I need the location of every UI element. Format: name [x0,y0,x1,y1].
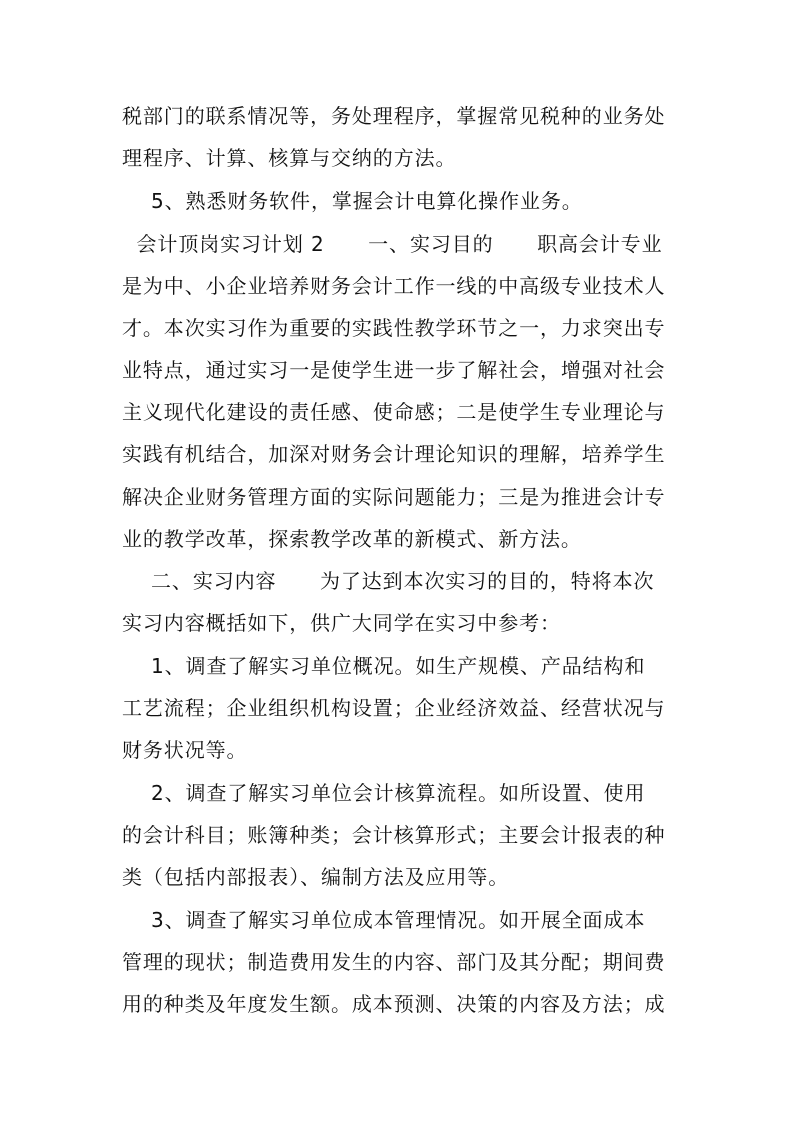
text-line-6: 才。本次实习作为重要的实践性教学环节之一，力求突出专 [122,316,666,340]
text-line-7: 业特点，通过实习一是使学生进一步了解社会，增强对社会 [122,358,666,382]
text-line-12: 二、实习内容 为了达到本次实习的目的，特将本次 [122,569,655,593]
text-line-16: 财务状况等。 [122,738,248,762]
text-line-15: 工艺流程；企业组织机构设置；企业经济效益、经营状况与 [122,696,666,720]
text-line-14: 1、调查了解实习单位概况。如生产规模、产品结构和 [122,654,646,678]
text-line-3: 5、熟悉财务软件，掌握会计电算化操作业务。 [122,189,583,213]
text-line-20: 3、调查了解实习单位成本管理情况。如开展全面成本 [122,908,646,932]
text-line-4: 会计顶岗实习计划 2 一、实习目的 职高会计专业 [122,232,663,256]
text-line-9: 实践有机结合，加深对财务会计理论知识的理解，培养学生 [122,442,666,466]
text-line-18: 的会计科目；账簿种类；会计核算形式；主要会计报表的种 [122,823,666,847]
text-line-5: 是为中、小企业培养财务会计工作一线的中高级专业技术人 [122,274,666,298]
text-line-22: 用的种类及年度发生额。成本预测、决策的内容及方法；成 [122,992,666,1016]
text-line-1: 税部门的联系情况等，务处理程序，掌握常见税种的业务处 [122,104,666,128]
text-line-10: 解决企业财务管理方面的实际问题能力；三是为推进会计专 [122,485,666,509]
text-line-11: 业的教学改革，探索教学改革的新模式、新方法。 [122,527,582,551]
text-line-21: 管理的现状；制造费用发生的内容、部门及其分配；期间费 [122,950,666,974]
text-line-13: 实习内容概括如下，供广大同学在实习中参考： [122,611,561,635]
text-line-2: 理程序、计算、核算与交纳的方法。 [122,146,457,170]
text-line-8: 主义现代化建设的责任感、使命感；二是使学生专业理论与 [122,400,666,424]
text-line-17: 2、调查了解实习单位会计核算流程。如所设置、使用 [122,781,646,805]
text-line-19: 类（包括内部报表）、编制方法及应用等。 [122,865,510,889]
